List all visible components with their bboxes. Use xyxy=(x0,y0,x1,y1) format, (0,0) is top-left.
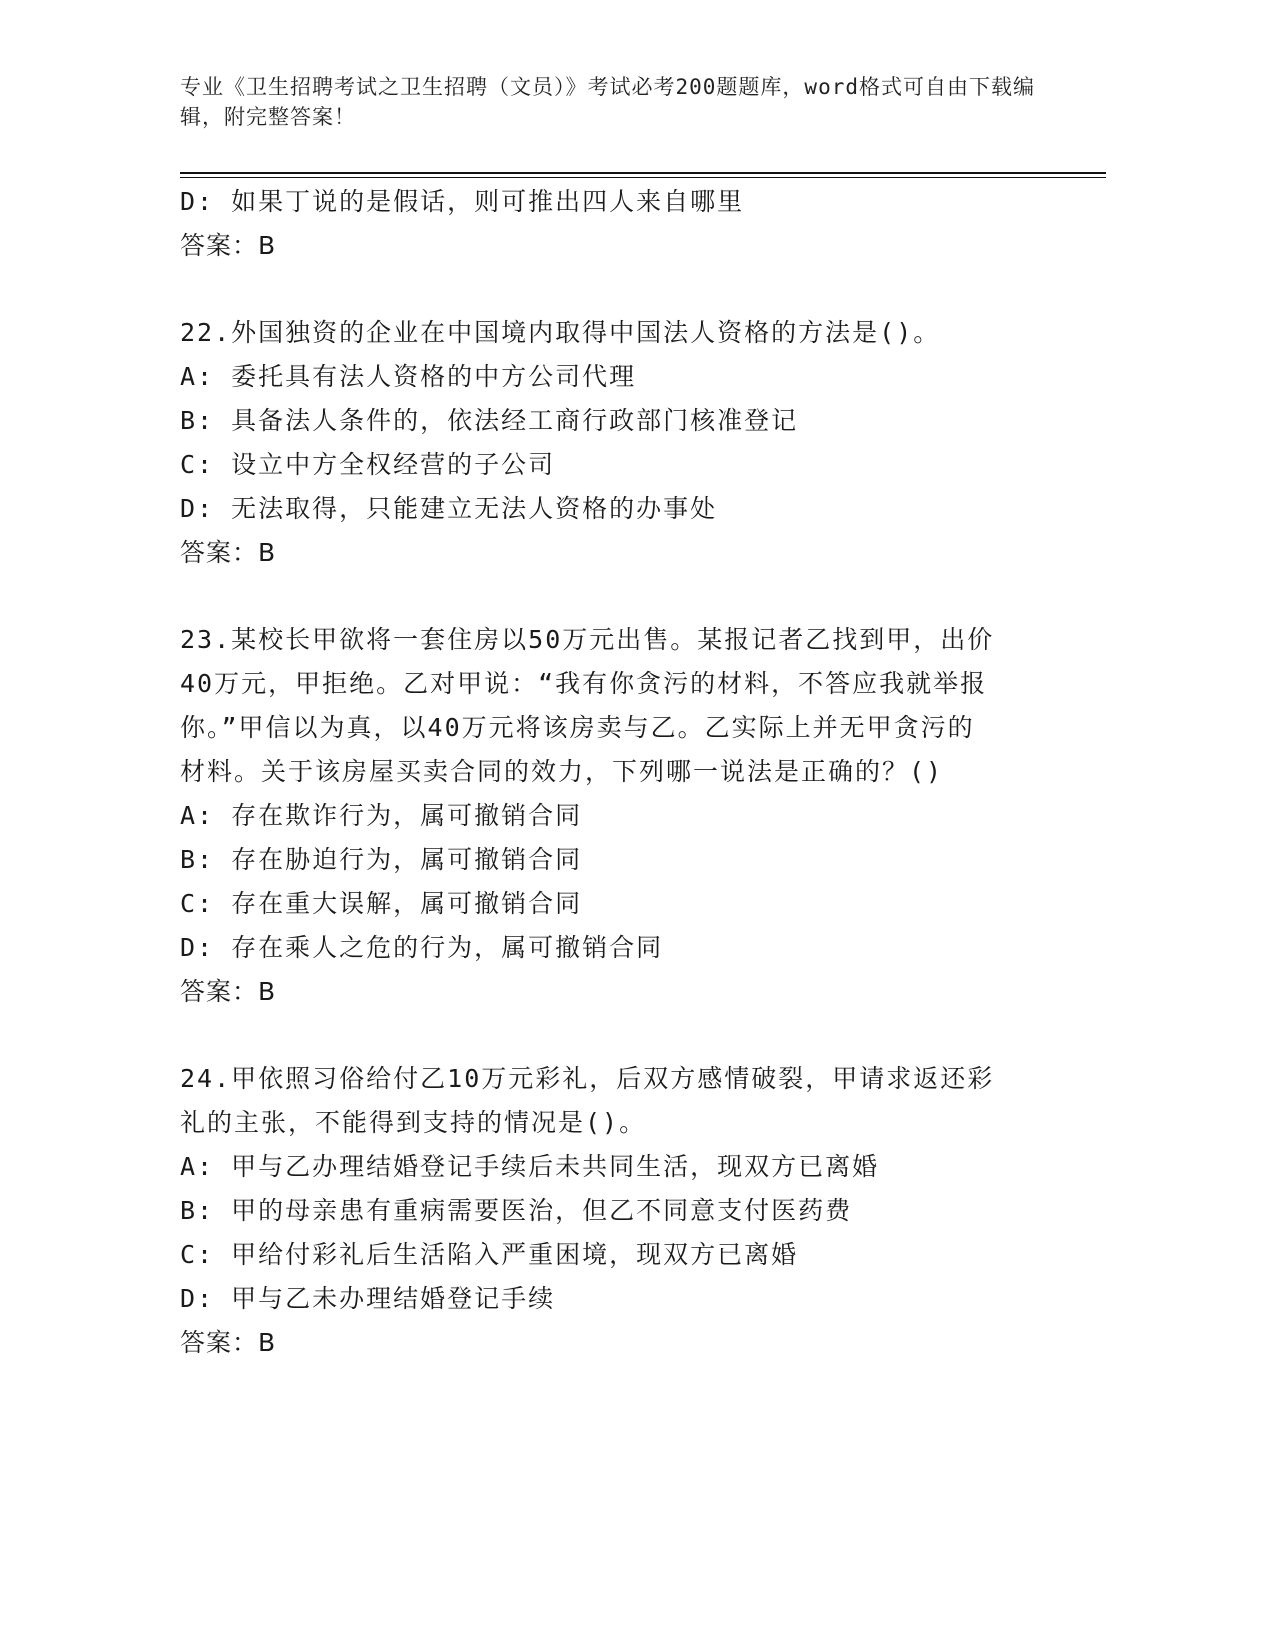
answer-line: 答案：B xyxy=(180,538,277,567)
option-d: D: 存在乘人之危的行为，属可撤销合同 xyxy=(180,933,664,962)
option-a: A: 甲与乙办理结婚登记手续后未共同生活，现双方已离婚 xyxy=(180,1152,880,1181)
question-23 xyxy=(180,618,1040,1014)
question-stem: 22.外国独资的企业在中国境内取得中国法人资格的方法是()。 xyxy=(180,318,941,347)
option-a: A: 委托具有法人资格的中方公司代理 xyxy=(180,362,637,391)
question-24 xyxy=(180,1057,1040,1365)
option-c: C: 设立中方全权经营的子公司 xyxy=(180,450,556,479)
header-divider-thick xyxy=(180,172,1106,174)
option-c: C: 存在重大误解，属可撤销合同 xyxy=(180,889,583,918)
option-b: B: 具备法人条件的，依法经工商行政部门核准登记 xyxy=(180,406,799,435)
option-b: B: 甲的母亲患有重病需要医治，但乙不同意支付医药费 xyxy=(180,1196,853,1225)
question-22 xyxy=(180,311,1040,575)
document-header xyxy=(180,72,1040,132)
question-content xyxy=(180,180,1040,1365)
header-text: 专业《卫生招聘考试之卫生招聘（文员）》考试必考200题题库，word格式可自由下载编辑，附完整答案！ xyxy=(180,75,1035,129)
option-c: C: 甲给付彩礼后生活陷入严重困境，现双方已离婚 xyxy=(180,1240,799,1269)
question-stem-line-1: 24.甲依照习俗给付乙10万元彩礼，后双方感情破裂，甲请求返还彩 xyxy=(180,1064,995,1093)
option-b: B: 存在胁迫行为，属可撤销合同 xyxy=(180,845,583,874)
option-a: A: 存在欺诈行为，属可撤销合同 xyxy=(180,801,583,830)
option-d: D: 甲与乙未办理结婚登记手续 xyxy=(180,1284,556,1313)
option-d: D: 如果丁说的是假话，则可推出四人来自哪里 xyxy=(180,187,745,216)
question-stem-line-3: 你。”甲信以为真，以40万元将该房卖与乙。乙实际上并无甲贪污的 xyxy=(180,713,975,742)
header-divider-thin xyxy=(180,177,1106,178)
previous-question-tail xyxy=(180,180,1040,268)
question-stem-line-2: 40万元，甲拒绝。乙对甲说：“我有你贪污的材料，不答应我就举报 xyxy=(180,669,988,698)
answer-line: 答案：B xyxy=(180,231,277,260)
answer-line: 答案：B xyxy=(180,1328,277,1357)
question-stem-line-4: 材料。关于该房屋买卖合同的效力，下列哪一说法是正确的？() xyxy=(180,757,944,786)
option-d: D: 无法取得，只能建立无法人资格的办事处 xyxy=(180,494,718,523)
answer-line: 答案：B xyxy=(180,977,277,1006)
question-stem-line-2: 礼的主张，不能得到支持的情况是()。 xyxy=(180,1108,647,1137)
question-stem-line-1: 23.某校长甲欲将一套住房以50万元出售。某报记者乙找到甲，出价 xyxy=(180,625,995,654)
